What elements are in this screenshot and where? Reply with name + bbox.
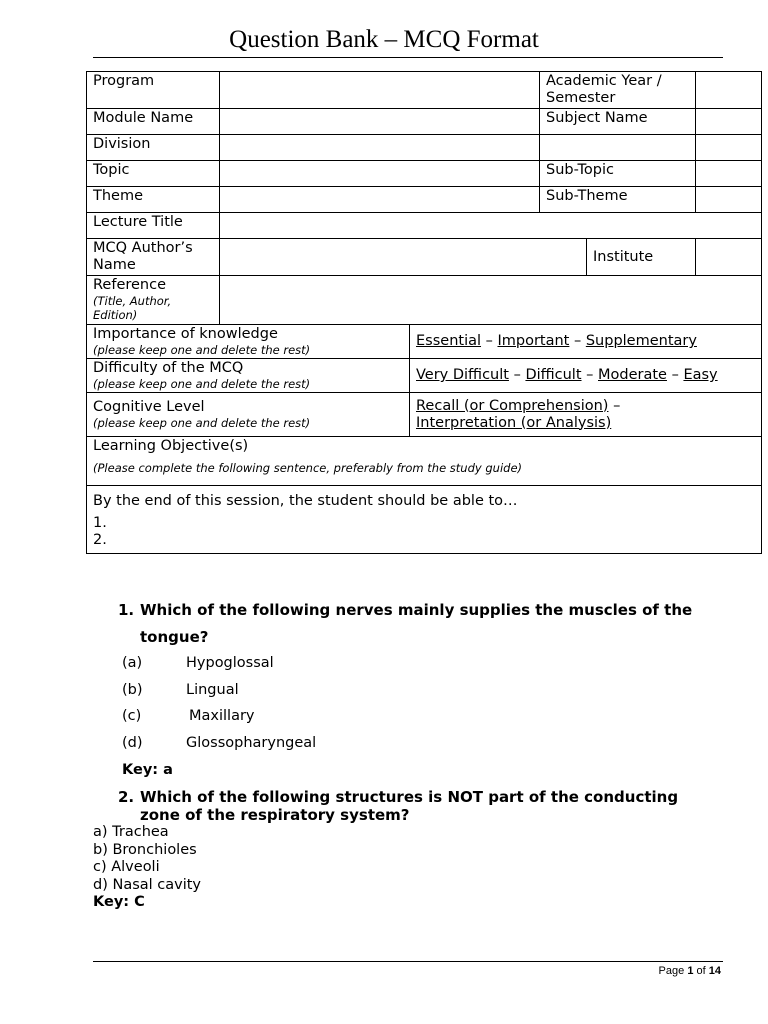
mcq-author-value[interactable] xyxy=(220,239,587,276)
option-label: (b) xyxy=(122,682,143,698)
option-label: (c) xyxy=(122,708,142,724)
title-divider xyxy=(93,57,723,58)
objective-item-2: 2. xyxy=(93,532,107,548)
option-text: Lingual xyxy=(186,682,239,698)
option-c[interactable]: c) Alveoli xyxy=(93,859,160,875)
learning-objective-cell xyxy=(87,437,762,486)
option-d[interactable]: d) Nasal cavity xyxy=(93,876,202,893)
difficulty-option[interactable]: Difficult xyxy=(525,367,582,383)
subject-name-value[interactable] xyxy=(696,109,762,135)
mcq-author-label: MCQ Author’s Name xyxy=(87,239,220,276)
option-b[interactable]: b) Bronchioles xyxy=(93,841,197,858)
question-number: 1. xyxy=(118,601,135,619)
lecture-title-value[interactable] xyxy=(220,213,762,239)
difficulty-cell xyxy=(87,359,410,393)
option-a[interactable] xyxy=(122,655,274,671)
academic-year-value[interactable] xyxy=(696,72,762,109)
cognitive-label: Cognitive Level xyxy=(93,399,205,415)
importance-option[interactable]: Essential xyxy=(416,333,482,349)
cognitive-cell xyxy=(87,393,410,437)
importance-note: (please keep one and delete the rest) xyxy=(93,343,311,357)
cognitive-options xyxy=(410,393,762,437)
option-text: Glossopharyngeal xyxy=(186,735,317,751)
option-separator: – xyxy=(613,397,621,414)
option-a[interactable]: a) Trachea xyxy=(93,824,169,840)
sub-theme-value[interactable] xyxy=(696,187,762,213)
difficulty-option[interactable]: Very Difficult xyxy=(416,367,509,383)
institute-value[interactable] xyxy=(696,239,762,276)
division-spare-1 xyxy=(540,135,696,161)
option-separator: – xyxy=(586,367,594,383)
importance-label: Importance of knowledge xyxy=(93,326,278,342)
sub-theme-label: Sub-Theme xyxy=(540,187,696,213)
sub-topic-value[interactable] xyxy=(696,161,762,187)
difficulty-options xyxy=(410,359,762,393)
mcq-metadata-table xyxy=(86,71,762,554)
question-text: Which of the following nerves mainly supplies the muscles of the tongue? xyxy=(140,601,693,646)
reference-label: Reference xyxy=(93,277,167,293)
academic-year-label: Academic Year / Semester xyxy=(540,72,696,109)
reference-note: (Title, Author, Edition) xyxy=(93,294,172,322)
answer-key-1: Key: a xyxy=(122,762,173,778)
sub-topic-label: Sub-Topic xyxy=(540,161,696,187)
cognitive-option[interactable]: Interpretation (or Analysis) xyxy=(416,414,612,431)
learning-objective-label: Learning Objective(s) xyxy=(93,438,249,454)
of-word: of xyxy=(696,965,706,977)
page-current: 1 xyxy=(687,965,694,977)
answer-key-2: Key: C xyxy=(93,894,145,910)
page-word: Page xyxy=(658,965,685,977)
question-2-options xyxy=(93,824,201,912)
option-c[interactable] xyxy=(122,708,255,724)
difficulty-label: Difficulty of the MCQ xyxy=(93,360,244,376)
reference-value[interactable] xyxy=(220,276,762,325)
program-label: Program xyxy=(87,72,220,109)
option-label: (a) xyxy=(122,655,143,671)
option-separator: – xyxy=(671,367,679,383)
cognitive-option[interactable]: Recall (or Comprehension) xyxy=(416,397,609,414)
subject-name-label: Subject Name xyxy=(540,109,696,135)
end-session-text: By the end of this session, the student should be able to… xyxy=(93,493,518,509)
lecture-title-label: Lecture Title xyxy=(87,213,220,239)
objective-item-1: 1. xyxy=(93,515,107,531)
option-separator: – xyxy=(513,367,521,383)
option-b[interactable] xyxy=(122,682,239,698)
theme-value[interactable] xyxy=(220,187,540,213)
importance-option[interactable]: Important xyxy=(497,333,570,349)
learning-objective-note: (Please complete the following sentence, preferably from the study guide) xyxy=(93,461,523,475)
topic-value[interactable] xyxy=(220,161,540,187)
option-text: Maxillary xyxy=(189,708,255,724)
reference-cell xyxy=(87,276,220,325)
institute-label: Institute xyxy=(587,239,696,276)
option-label: (d) xyxy=(122,735,143,751)
importance-option[interactable]: Supplementary xyxy=(585,333,697,349)
program-value[interactable] xyxy=(220,72,540,109)
question-number: 2. xyxy=(118,788,135,806)
page-total: 14 xyxy=(708,965,721,977)
end-session-cell[interactable] xyxy=(87,486,762,554)
module-name-value[interactable] xyxy=(220,109,540,135)
difficulty-option[interactable]: Easy xyxy=(683,367,718,383)
footer-divider xyxy=(93,961,723,962)
division-spare-2 xyxy=(696,135,762,161)
importance-cell xyxy=(87,325,410,359)
question-text: Which of the following structures is NOT part of the conducting zone of the respiratory system? xyxy=(140,788,679,824)
option-separator: – xyxy=(573,333,582,349)
theme-label: Theme xyxy=(87,187,220,213)
topic-label: Topic xyxy=(87,161,220,187)
division-label: Division xyxy=(87,135,220,161)
question-2 xyxy=(118,788,718,824)
difficulty-note: (please keep one and delete the rest) xyxy=(93,377,311,391)
option-d[interactable] xyxy=(122,735,316,751)
question-1 xyxy=(118,597,718,651)
option-separator: – xyxy=(485,333,493,349)
option-text: Hypoglossal xyxy=(186,655,274,671)
page-number xyxy=(659,965,721,977)
difficulty-option[interactable]: Moderate xyxy=(598,367,667,383)
module-name-label: Module Name xyxy=(87,109,220,135)
cognitive-note: (please keep one and delete the rest) xyxy=(93,416,311,430)
page-title: Question Bank – MCQ Format xyxy=(229,26,539,53)
division-value[interactable] xyxy=(220,135,540,161)
importance-options xyxy=(410,325,762,359)
